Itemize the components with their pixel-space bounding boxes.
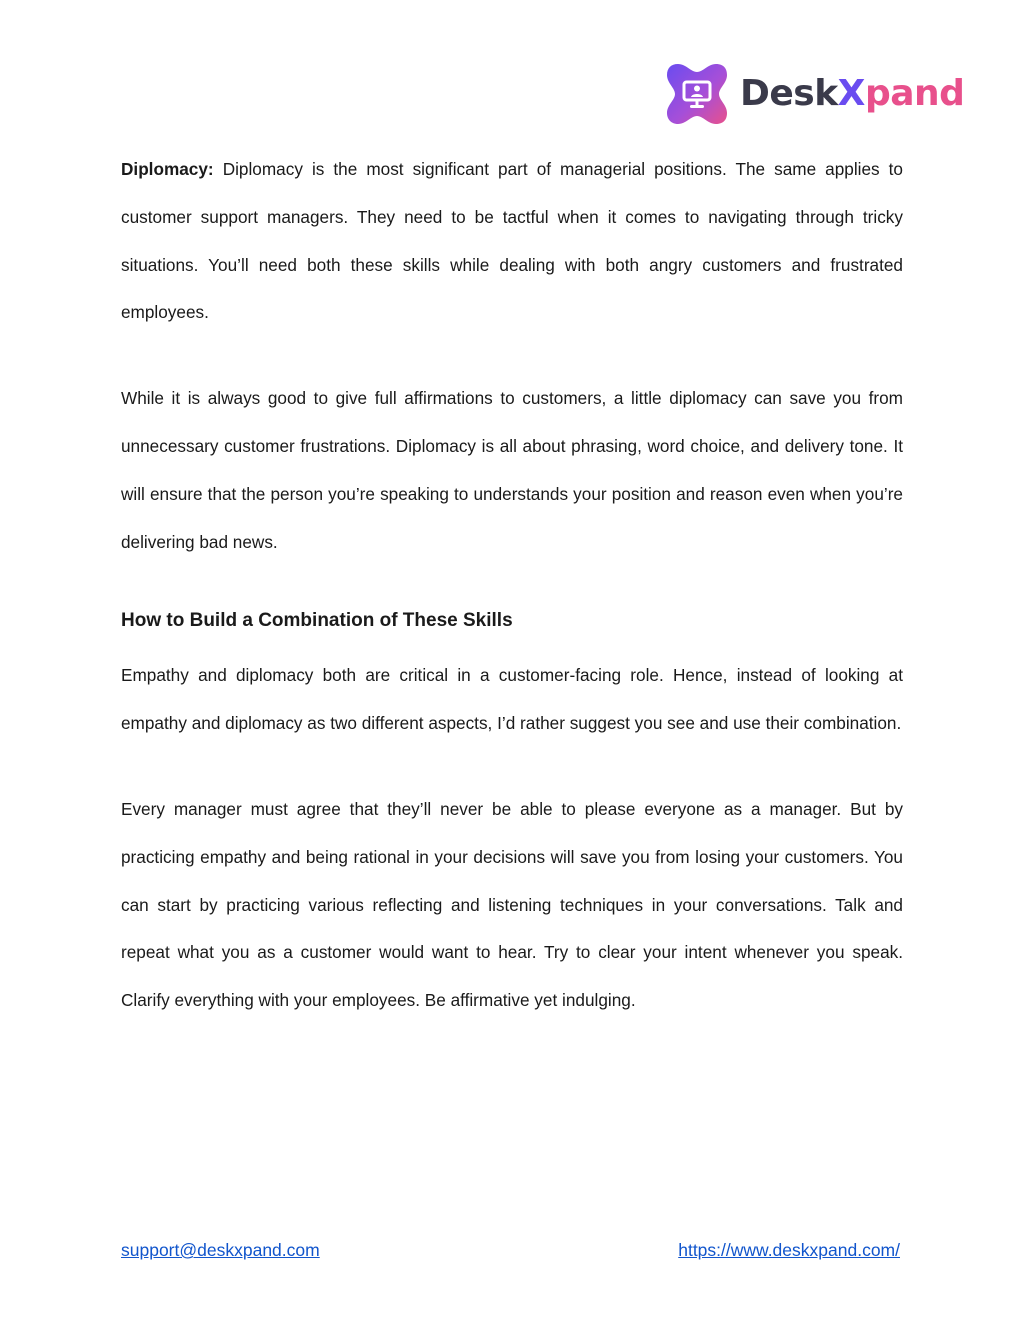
affirmations-paragraph: While it is always good to give full affirmations to customers, a little diplomacy can save you from unnecessary customer frustrations. Diplomacy is all about phrasing, word choice, and delivery tone. It will ensure that the person you’re speaking to understands your position and reason even when you’re delivering bad news. (121, 388, 903, 552)
brand-logo (664, 60, 964, 128)
diplomacy-label: Diplomacy: (121, 159, 214, 179)
website-link[interactable]: https://www.deskxpand.com/ (678, 1240, 900, 1260)
section-heading: How to Build a Combination of These Skills (121, 610, 513, 632)
brand-wordmark (740, 73, 965, 114)
brand-name-desk: Desk (740, 73, 838, 114)
document-body (121, 146, 903, 1025)
diplomacy-text: Diplomacy is the most significant part of managerial positions. The same applies to customer support managers. They need to be tactful when it comes to navigating through tricky situations. You’ll need both these skills while dealing with both angry customers and frustrated employees. (121, 159, 903, 323)
diplomacy-paragraph (121, 146, 903, 337)
support-email-link[interactable]: support@deskxpand.com (121, 1240, 320, 1260)
brand-name-pand: pand (864, 73, 965, 114)
brand-name-x: X (837, 73, 865, 114)
combination-paragraph: Empathy and diplomacy both are critical in a customer-facing role. Hence, instead of looking at empathy and diplomacy as two different aspects, I’d rather suggest you see and use their combination. (121, 665, 903, 734)
manager-paragraph: Every manager must agree that they’ll never be able to please everyone as a manager. But by practicing empathy and being rational in your decisions will save you from losing your customers. You can start by practicing various reflecting and listening techniques in your conversations. Talk and repeat what you as a customer would want to hear. Try to clear your intent whenever you speak. Clarify everything with your employees. Be affirmative yet indulging. (121, 798, 903, 1011)
monitor-user-icon (664, 61, 730, 127)
